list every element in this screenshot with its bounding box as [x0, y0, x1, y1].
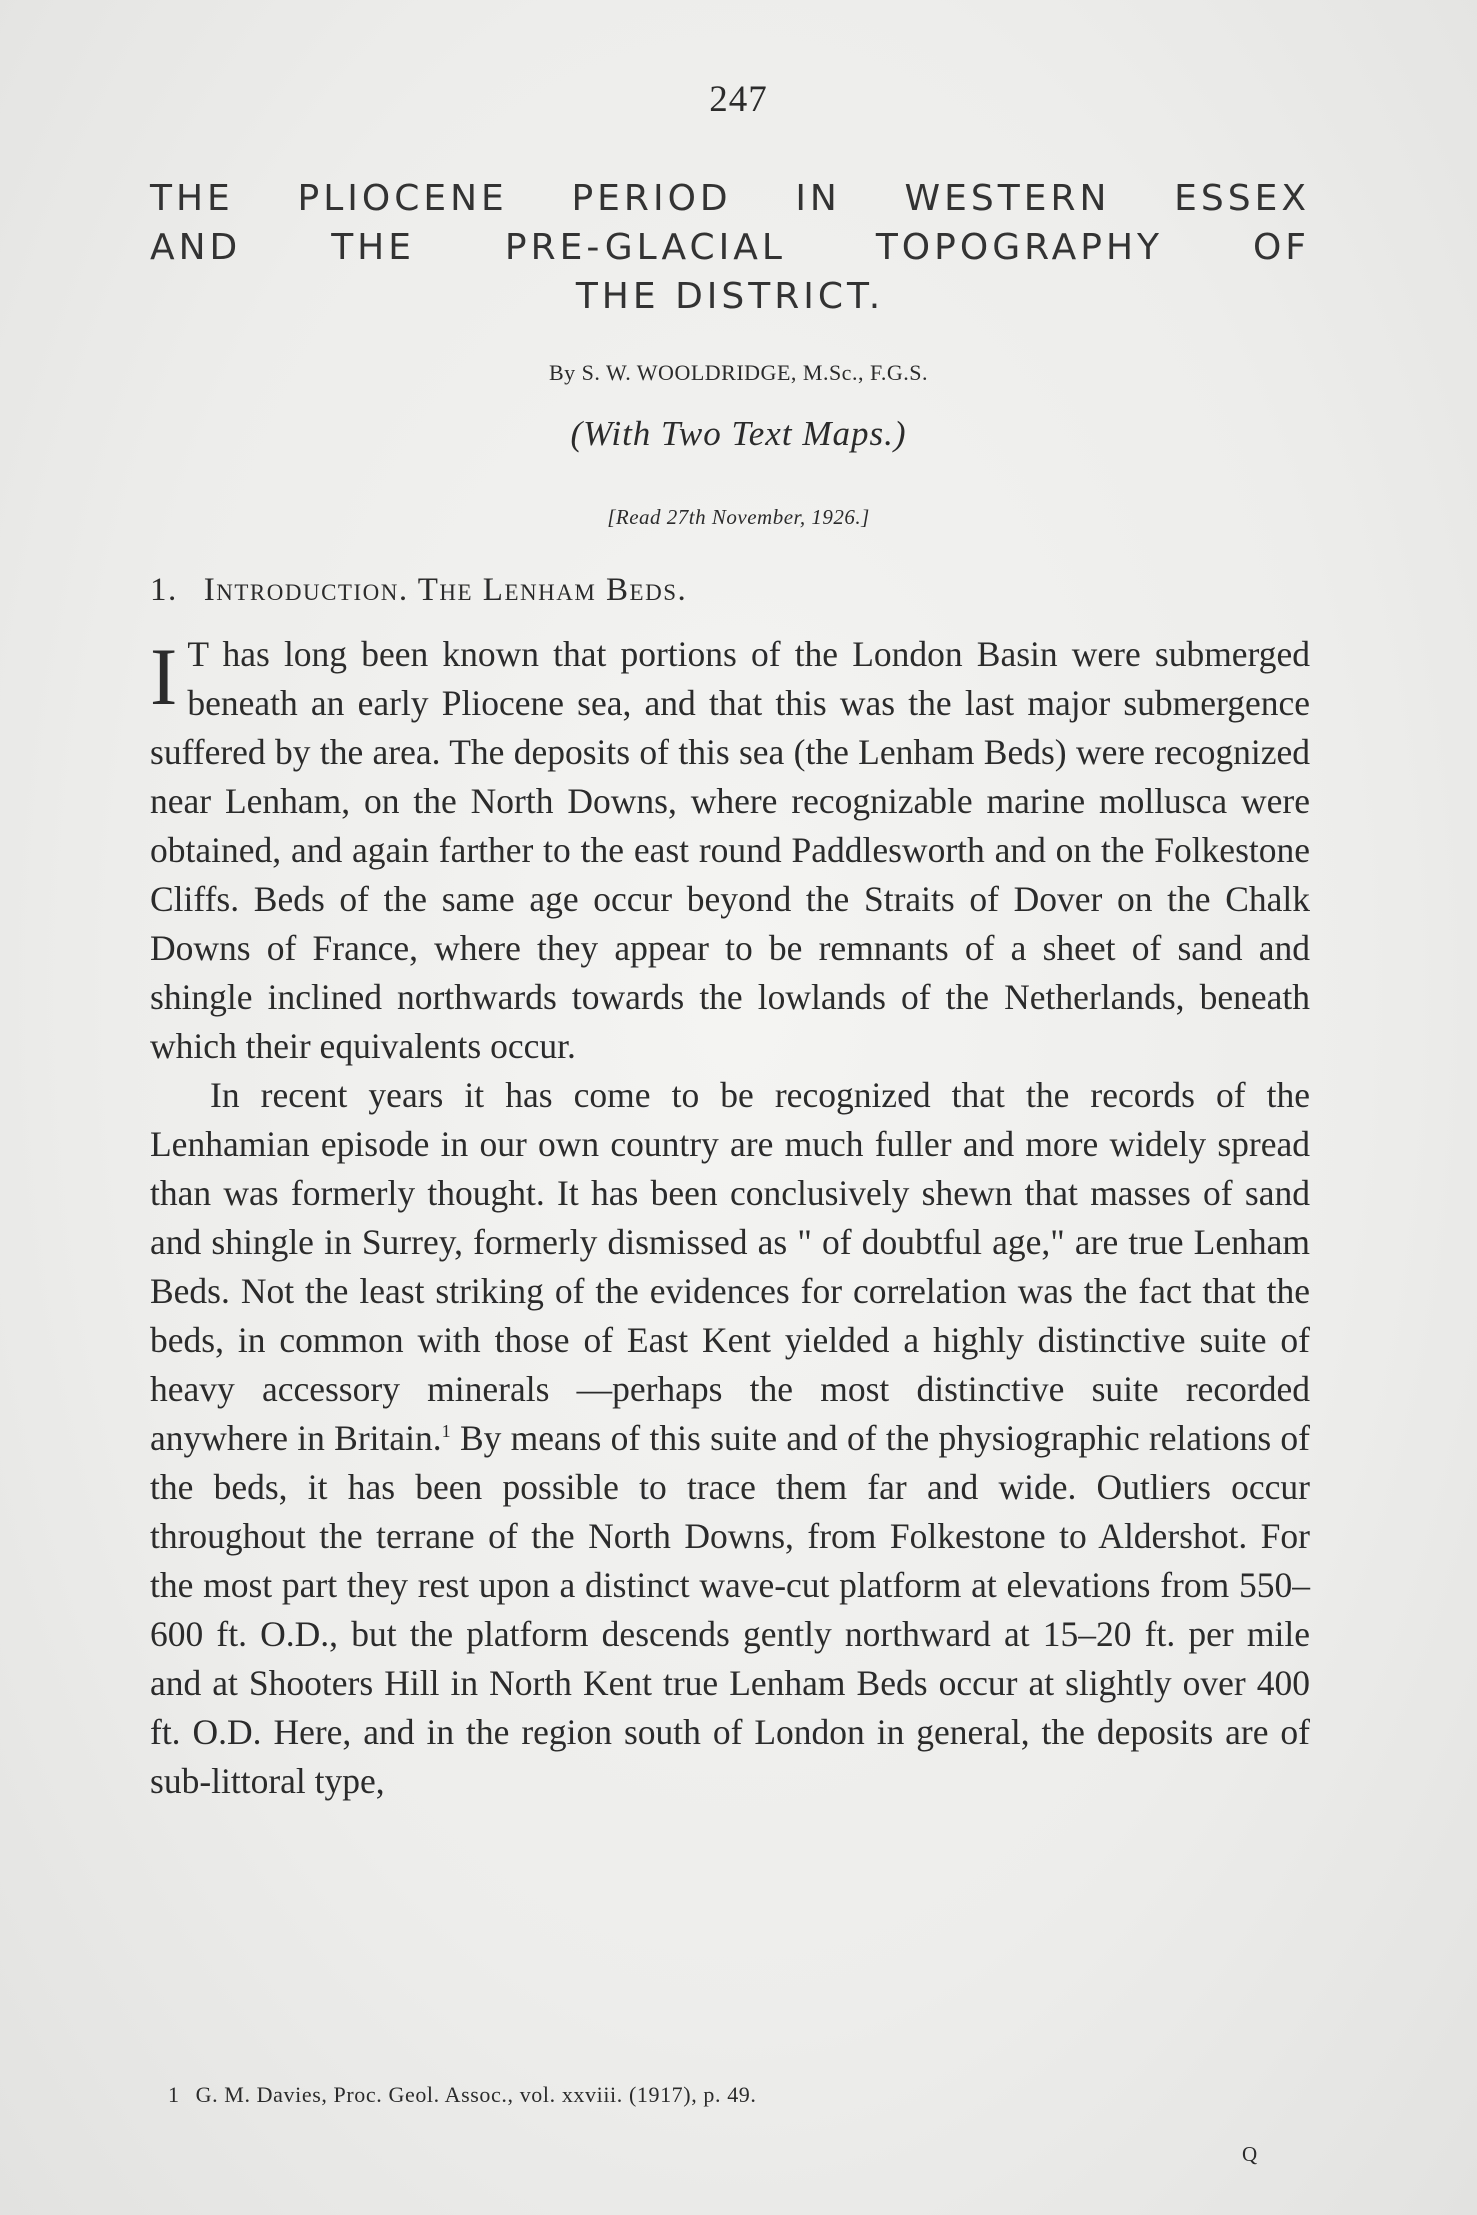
paragraph-text: By means of this suite and of the physiographic relations of the beds, it has been possible to trace them far and wide. Outliers occur throughout the terrane of the North Downs, from Folkestone to Aldershot. For the most part they rest upon a distinct wave-cut platform at elevations from 550–600 ft. O.D., but the platform descends gently northward at 15–20 ft. per mile and at Shooters Hill in North Kent true Lenham Beds occur at slightly over 400 ft. O.D. Here, and in the region south of London in general, the deposits are of sub-littoral type,	[150, 1418, 1311, 1801]
body-text	[150, 630, 1310, 1806]
title-line: AND THE PRE-GLACIAL TOPOGRAPHY OF	[150, 227, 1310, 268]
section-number: 1.	[150, 572, 178, 608]
paragraph	[150, 630, 1310, 1071]
title-line: THE DISTRICT.	[575, 276, 885, 317]
maps-note: (With Two Text Maps.)	[570, 414, 907, 453]
section-heading	[150, 572, 713, 609]
title-line: THE PLIOCENE PERIOD IN WESTERN ESSEX	[150, 178, 1310, 219]
article-title	[150, 174, 1310, 321]
paragraph-text: In recent years it has come to be recognized that the records of the Lenhamian episode in our own country are much fuller and more widely spread than was formerly thought. It has been conclusively shewn that masses of sand and shingle in Surrey, formerly dismissed as " of doubtful age," are true Lenham Beds. Not the least striking of the evidences for correlation was the fact that the beds, in common with those of East Kent yielded a highly distinctive suite of heavy accessory minerals —perhaps the most distinctive suite recorded anywhere in Britain.	[150, 1075, 1310, 1458]
footnote-text: G. M. Davies, Proc. Geol. Assoc., vol. xxviii. (1917), p. 49.	[195, 2082, 757, 2107]
section-title: Introduction. The Lenham Beds.	[203, 572, 688, 608]
drop-cap: I	[150, 631, 178, 722]
paragraph	[150, 1071, 1310, 1806]
footnote-number: 1	[168, 2082, 180, 2107]
author-byline: By S. W. WOOLDRIDGE, M.Sc., F.G.S.	[548, 360, 929, 385]
footnote-ref[interactable]: 1	[441, 1421, 451, 1442]
paragraph-text: T has long been known that portions of the London Basin were submerged beneath an early Pliocene sea, and that this was the last major submergence suffered by the area. The deposits of this sea (the Lenham Beds) were recognized near Lenham, on the North Downs, where recognizable marine mollusca were obtained, and again farther to the east round Paddlesworth and on the Folkestone Cliffs. Beds of the same age occur beyond the Straits of Dover on the Chalk Downs of France, where they appear to be remnants of a sheet of sand and shingle inclined northwards towards the lowlands of the Netherlands, beneath which their equivalents occur.	[150, 634, 1310, 1066]
page-number: 247	[709, 79, 768, 120]
footnote	[168, 2082, 757, 2108]
read-date-note: [Read 27th November, 1926.]	[607, 505, 870, 529]
signature-mark: Q	[1242, 2142, 1258, 2166]
